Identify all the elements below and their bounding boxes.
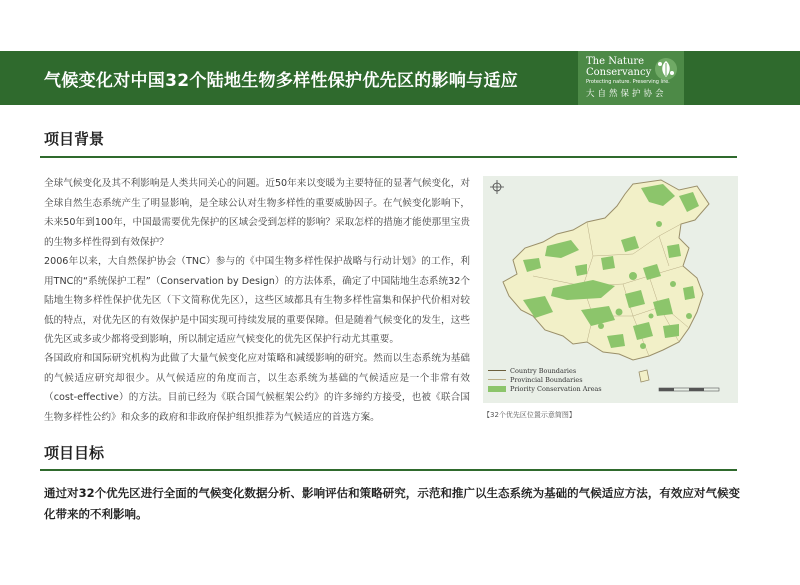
logo-line2: Conservancy — [586, 67, 652, 78]
logo-line1: The Nature — [586, 56, 645, 67]
scale-bar — [659, 388, 719, 391]
legend-priority-label: Priority Conservation Areas — [510, 384, 602, 393]
legend-provincial — [488, 375, 602, 384]
leaf-icon — [654, 57, 678, 81]
hainan-island — [639, 370, 649, 382]
legend-country-label: Country Boundaries — [510, 366, 577, 375]
background-rule — [40, 156, 737, 158]
logo-tagline: Protecting nature. Preserving life. — [586, 79, 670, 85]
background-paragraph-1: 全球气候变化及其不利影响是人类共同关心的问题。近50年来以变暖为主要特征的显著气候变化，对全球自然生态系统产生了明显影响，是全球公认对生物多样性的重要威胁因子。在气候变化影响下，未来50年到100年，中国最需要优先保护的区域会受到怎样的影响？采取怎样的措施才能使那里宝贵的生物多样性得到有效保护？ — [44, 178, 470, 248]
goal-text: 通过对32个优先区进行全面的气候变化数据分析、影响评估和策略研究，示范和推广以生态系统为基础的气候适应方法，有效应对气候变化带来的不利影响。 — [44, 486, 740, 521]
legend-provincial-label: Provincial Boundaries — [510, 375, 583, 384]
page-title: 气候变化对中国32个陆地生物多样性保护优先区的影响与适应 — [44, 71, 519, 91]
country-boundary-swatch — [488, 370, 506, 371]
provincial-boundary-swatch — [488, 379, 506, 380]
goal-rule — [40, 469, 737, 471]
goal-heading: 项目目标 — [44, 444, 105, 462]
priority-area-swatch — [488, 386, 506, 392]
logo-chinese-name: 大自然保护协会 — [586, 89, 667, 99]
map-legend — [488, 366, 602, 393]
tnc-logo — [578, 51, 684, 105]
map-caption: 【32个优先区位置示意简图】 — [483, 411, 576, 419]
background-heading: 项目背景 — [44, 130, 105, 148]
title-banner — [0, 51, 800, 105]
compass-icon — [490, 180, 504, 194]
legend-country — [488, 366, 602, 375]
background-paragraph-3: 各国政府和国际研究机构为此做了大量气候变化应对策略和减缓影响的研究。然而以生态系统为基础的气候适应研究却很少。从气候适应的角度而言，以生态系统为基础的气候适应是一个非常有效（cost-effective）的方法。目前已经为《联合国气候框架公约》的许多缔约方接受，也被《联合国生物多样性公约》和众多的政府和非政府保护组织推荐为气候适应的首选方案。 — [44, 353, 470, 423]
background-paragraph-2: 2006年以来，大自然保护协会（TNC）参与的《中国生物多样性保护战略与行动计划》的工作，利用TNC的“系统保护工程”（Conservation by Design）的方法体系，确定了中国陆地生态系统32个陆地生物多样性保护优先区（下文简称优先区），这些区域都具有生物多样性富集和保护代价相对较低的特点，对优先区的有效保护是中国实现可持续发展的重要保障。但是随着气候变化的发生，这些优先区或多或少都将受到影响，所以制定适应气候变化的优先区保护行动尤其重要。 — [44, 256, 470, 345]
legend-priority — [488, 384, 602, 393]
